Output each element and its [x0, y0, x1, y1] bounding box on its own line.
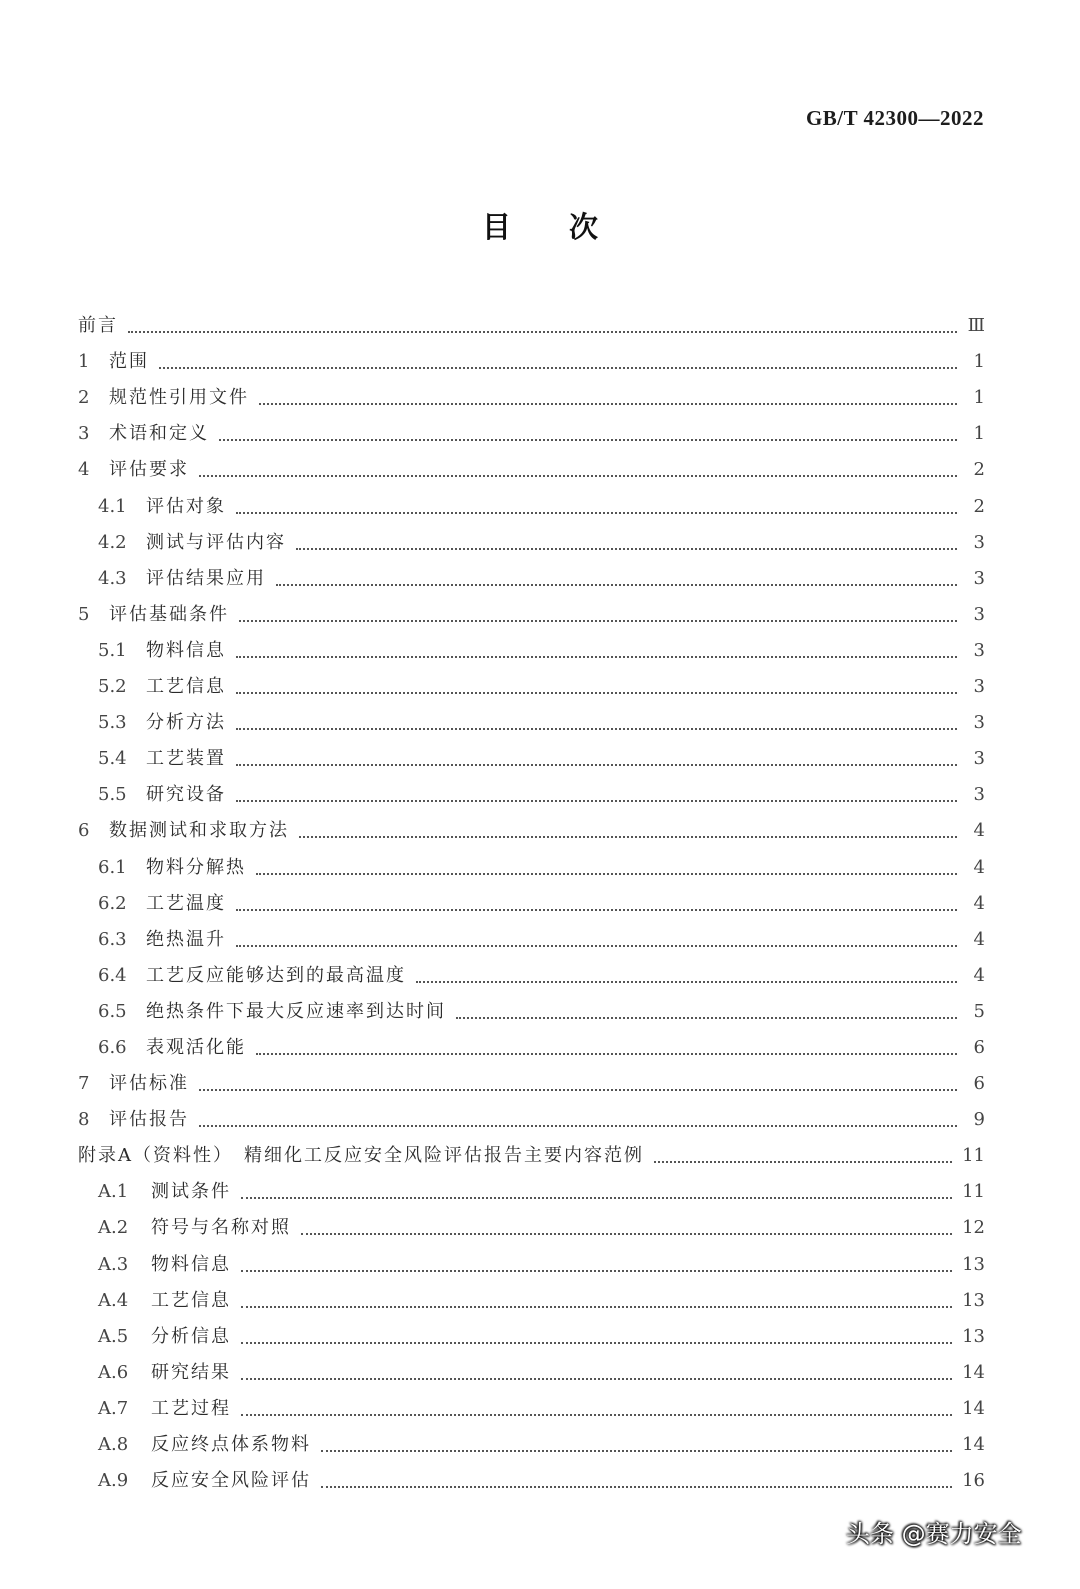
- toc-entry[interactable]: [78, 771, 985, 807]
- toc-entry-page: 6: [973, 1073, 985, 1095]
- toc-entry[interactable]: [78, 374, 985, 410]
- toc-entry[interactable]: [78, 1349, 985, 1385]
- toc-entry-page: 14: [962, 1397, 985, 1419]
- toc-entry-label: 反应安全风险评估: [151, 1470, 311, 1492]
- toc-entry-number: 4.3: [98, 567, 127, 589]
- toc-entry-label: 分析信息: [151, 1325, 231, 1347]
- toc-entry-page: 3: [973, 531, 985, 553]
- page-title: 目次: [481, 210, 656, 244]
- toc-entry-label: 评估标准: [109, 1073, 189, 1095]
- toc-entry-label: 物料信息: [146, 639, 226, 661]
- toc-entry-number: 4.1: [98, 495, 127, 517]
- toc-leader-dots: [236, 691, 957, 694]
- toc-leader-dots: [199, 1088, 957, 1091]
- toc-leader-dots: [241, 1196, 952, 1199]
- toc-entry-page: 4: [973, 856, 985, 878]
- toc-entry-number: A.7: [98, 1397, 129, 1419]
- toc-entry[interactable]: [78, 843, 985, 879]
- toc-entry[interactable]: [78, 1096, 985, 1132]
- toc-entry-label: 数据测试和求取方法: [109, 820, 289, 842]
- toc-entry-page: 13: [962, 1289, 985, 1311]
- toc-entry[interactable]: [78, 627, 985, 663]
- toc-entry-label: 反应终点体系物料: [151, 1434, 311, 1455]
- toc-entry-label: 附录A（资料性） 精细化工反应安全风险评估报告主要内容范例: [78, 1145, 644, 1167]
- toc-entry-number: 6.2: [98, 892, 127, 914]
- toc-leader-dots: [241, 1341, 952, 1344]
- toc-entry[interactable]: [78, 1385, 985, 1421]
- toc-entry-number: A.6: [98, 1361, 129, 1383]
- toc-entry[interactable]: [78, 916, 985, 952]
- toc-entry-number: A.3: [98, 1253, 129, 1275]
- toc-entry[interactable]: [78, 482, 985, 518]
- toc-entry-label: 术语和定义: [109, 423, 209, 445]
- toc-leader-dots: [159, 366, 957, 369]
- toc-entry-number: 1: [78, 351, 90, 373]
- toc-entry-label: 工艺温度: [146, 892, 226, 914]
- toc-entry[interactable]: [78, 591, 985, 627]
- toc-leader-dots: [241, 1377, 952, 1380]
- toc-entry-number: A.9: [98, 1470, 129, 1492]
- toc-leader-dots: [241, 1269, 952, 1272]
- toc-entry[interactable]: [78, 1132, 985, 1168]
- toc-entry-label: 前言: [78, 315, 118, 337]
- toc-leader-dots: [321, 1449, 952, 1452]
- toc-entry[interactable]: [78, 1457, 985, 1493]
- toc-entry-page: 4: [973, 964, 985, 986]
- toc-entry-page: 4: [973, 928, 985, 950]
- toc-leader-dots: [236, 763, 957, 766]
- toc-leader-dots: [236, 908, 957, 911]
- toc-entry-page: 11: [962, 1145, 985, 1167]
- toc-entry-label: 工艺信息: [151, 1289, 231, 1311]
- toc-entry-label: 研究结果: [151, 1361, 231, 1383]
- toc-entry-label: 测试条件: [151, 1181, 231, 1203]
- toc-entry-number: 6.4: [98, 964, 127, 986]
- toc-entry-page: 3: [973, 748, 985, 770]
- toc-entry-number: 6.5: [98, 1000, 127, 1022]
- toc-leader-dots: [239, 619, 957, 622]
- toc-entry-number: 3: [78, 423, 90, 445]
- toc-leader-dots: [256, 1052, 957, 1055]
- toc-entry[interactable]: [78, 807, 985, 843]
- toc-entry-label: 绝热温升: [146, 928, 226, 950]
- toc-entry-number: A.2: [98, 1217, 129, 1239]
- toc-leader-dots: [241, 1305, 952, 1308]
- toc-entry-number: A.5: [98, 1325, 129, 1347]
- toc-entry[interactable]: [78, 1240, 985, 1276]
- toc-entry-number: A.1: [98, 1181, 129, 1203]
- toc-entry-label: 工艺信息: [146, 676, 226, 698]
- toc-entry-label: 工艺装置: [146, 748, 226, 770]
- toc-entry-number: 5.2: [98, 676, 127, 698]
- toc-leader-dots: [236, 799, 957, 802]
- toc-entry-number: 6: [78, 820, 90, 842]
- toc-entry[interactable]: [78, 1060, 985, 1096]
- toc-entry-number: 6.3: [98, 928, 127, 950]
- toc-leader-dots: [321, 1485, 952, 1488]
- toc-leader-dots: [236, 655, 957, 658]
- toc-entry-label: 符号与名称对照: [151, 1217, 291, 1239]
- toc-entry-page: 1: [973, 351, 985, 373]
- toc-entry-label: 评估报告: [109, 1109, 189, 1131]
- toc-leader-dots: [256, 872, 957, 875]
- toc-entry[interactable]: [78, 338, 985, 374]
- toc-leader-dots: [199, 474, 957, 477]
- toc-entry[interactable]: [78, 446, 985, 482]
- toc-entry[interactable]: [78, 555, 985, 591]
- toc-entry[interactable]: [78, 302, 985, 338]
- toc-entry-page: 3: [973, 603, 985, 625]
- toc-entry-number: 5: [78, 603, 90, 625]
- toc-entry-page: 2: [973, 459, 985, 481]
- toc-leader-dots: [654, 1160, 952, 1163]
- toc-entry-label: 表观活化能: [146, 1036, 246, 1058]
- toc-entry-page: 3: [973, 784, 985, 806]
- toc-entry[interactable]: [78, 1204, 985, 1240]
- toc-entry-label: 规范性引用文件: [109, 387, 249, 409]
- toc-leader-dots: [199, 1124, 957, 1127]
- toc-leader-dots: [299, 835, 957, 838]
- toc-entry-page: 13: [962, 1325, 985, 1347]
- toc-entry-number: 5.5: [98, 784, 127, 806]
- toc-entry-page: 1: [973, 423, 985, 445]
- toc-entry-page: 6: [973, 1036, 985, 1058]
- toc-entry-page: 5: [973, 1000, 985, 1022]
- toc-entry[interactable]: [78, 519, 985, 555]
- toc-leader-dots: [236, 511, 957, 514]
- toc-leader-dots: [241, 1413, 952, 1416]
- toc-entry-label: 分析方法: [146, 712, 226, 734]
- toc-entry-label: 物料分解热: [146, 856, 246, 878]
- toc-entry-page: 1: [973, 387, 985, 409]
- toc-entry[interactable]: [78, 735, 985, 771]
- toc-entry[interactable]: [78, 663, 985, 699]
- toc-entry[interactable]: [78, 410, 985, 446]
- toc-entry-page: 14: [962, 1361, 985, 1383]
- toc-entry[interactable]: [78, 1277, 985, 1313]
- toc-entry-label: 测试与评估内容: [146, 531, 286, 553]
- toc-entry-number: 5.1: [98, 639, 127, 661]
- toc-entry-page: 14: [962, 1434, 985, 1455]
- toc-entry-page: 3: [973, 712, 985, 734]
- toc-entry-number: 6.1: [98, 856, 127, 878]
- document-code: GB/T 42300—2022: [805, 106, 984, 130]
- toc-leader-dots: [236, 944, 957, 947]
- toc-entry-label: 物料信息: [151, 1253, 231, 1275]
- toc-entry-page: 3: [973, 676, 985, 698]
- toc-entry[interactable]: [78, 1421, 985, 1457]
- toc-entry-page: 2: [973, 495, 985, 517]
- toc-entry-page: Ⅲ: [967, 315, 985, 337]
- watermark-text: 头条 @赛力安全: [846, 1520, 1022, 1548]
- toc-leader-dots: [236, 727, 957, 730]
- toc-entry-label: 工艺反应能够达到的最高温度: [146, 964, 406, 986]
- toc-leader-dots: [456, 1016, 957, 1019]
- toc-entry[interactable]: [78, 880, 985, 916]
- toc-entry-number: A.4: [98, 1289, 129, 1311]
- toc-leader-dots: [219, 438, 957, 441]
- toc-entry-page: 9: [973, 1109, 985, 1131]
- toc-entry[interactable]: [78, 699, 985, 735]
- toc-leader-dots: [259, 402, 957, 405]
- toc-entry-page: 3: [973, 567, 985, 589]
- toc-entry[interactable]: [78, 952, 985, 988]
- toc-leader-dots: [128, 330, 957, 333]
- toc-leader-dots: [276, 583, 957, 586]
- toc-entry-label: 绝热条件下最大反应速率到达时间: [146, 1000, 446, 1022]
- toc-entry-label: 研究设备: [146, 784, 226, 806]
- toc-entry-number: 8: [78, 1109, 90, 1131]
- toc-entry-page: 13: [962, 1253, 985, 1275]
- toc-entry[interactable]: [78, 988, 985, 1024]
- toc-entry-label: 评估对象: [146, 495, 226, 517]
- toc-entry-label: 工艺过程: [151, 1397, 231, 1419]
- toc-entry-page: 4: [973, 892, 985, 914]
- toc-entry-page: 16: [962, 1470, 985, 1492]
- table-of-contents: [78, 302, 985, 1493]
- toc-entry-number: 5.4: [98, 748, 127, 770]
- toc-leader-dots: [296, 547, 957, 550]
- toc-entry[interactable]: [78, 1168, 985, 1204]
- toc-entry-number: 2: [78, 387, 90, 409]
- toc-entry-label: 范围: [109, 351, 149, 373]
- toc-entry-page: 11: [962, 1181, 985, 1203]
- toc-entry-page: 3: [973, 639, 985, 661]
- toc-entry-label: 评估结果应用: [146, 567, 266, 589]
- toc-entry[interactable]: [78, 1024, 985, 1060]
- toc-entry-label: 评估基础条件: [109, 603, 229, 625]
- toc-leader-dots: [416, 980, 957, 983]
- toc-entry-number: 4.2: [98, 531, 127, 553]
- toc-entry-label: 评估要求: [109, 459, 189, 481]
- toc-leader-dots: [301, 1232, 952, 1235]
- toc-entry-number: 4: [78, 459, 90, 481]
- toc-entry-number: 5.3: [98, 712, 127, 734]
- toc-entry-page: 12: [962, 1217, 985, 1239]
- toc-entry-page: 4: [973, 820, 985, 842]
- toc-entry-number: 6.6: [98, 1036, 127, 1058]
- toc-entry-number: A.8: [98, 1434, 129, 1455]
- toc-entry-number: 7: [78, 1073, 90, 1095]
- toc-entry[interactable]: [78, 1313, 985, 1349]
